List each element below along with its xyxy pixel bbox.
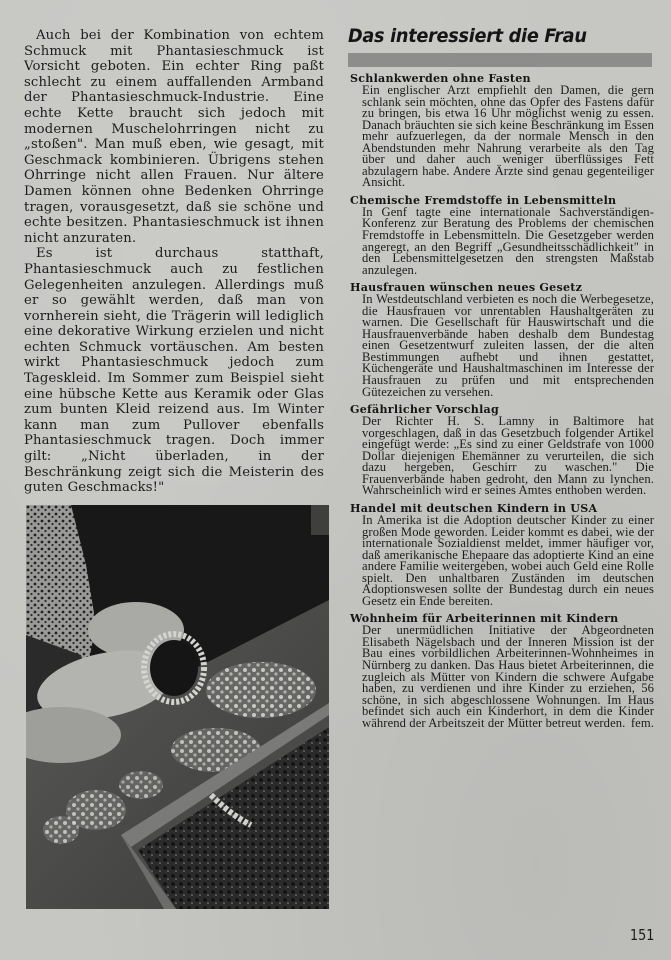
news-heading: Chemische Fremdstoffe in Lebensmitteln [350,193,617,207]
news-item [348,281,654,398]
news-body: In Genf tagte eine internationale Sachverständigen-Konferenz zur Beratung des Problems der chemischen Fremdstoffe in Lebensmitteln. Die Gesetzgeber werden angeregt, an den Begriff „Gesundheitsschädlichkeit" in den Lebensmittelgesetzen den strengsten Maßstab anzulegen. [362,204,654,277]
news-body: Ein englischer Arzt empfiehlt den Damen, die gern schlank sein möchten, ohne das Opfer des Fastens dafür zu bringen, bis etwa 16 Uhr möglichst wenig zu essen. Danach bräuchten sie sich keine Beschränkung im Essen mehr aufzuerlegen, da der normale Mensch in den Abendstunden mehr Nahrung verarbeite als den Tag über und daher auch weniger überflüssiges Fett abzulagern habe. Andere Ärzte sind genau gegenteiliger Ansicht. [362,83,654,190]
news-column [348,24,654,729]
news-body-text: Der unermüdlichen Initiative der Abgeordneten Elisabeth Nägelsbach und der Inneren Mission ist der Bau eines vorbildlichen Arbeiterinnen-Wohnheimes in Nürnberg zu danken. Das Haus bietet Arbeiterinnen, die zugleich als Mütter von Kindern die schwere Aufgabe haben, zu verdienen und ihre Kinder zu erziehen, 56 schöne, in sich abgeschlossene Wohnungen. Im Haus befindet sich auch ein Kinderhort, in dem die Kinder während der Arbeitszeit der Mütter betreut werden. [362,623,654,730]
jewelry-photo-illustration [26,505,329,909]
news-body-with-signature [348,625,654,729]
news-item [348,194,654,276]
news-heading: Gefährlicher Vorschlag [350,403,499,417]
news-body: In Amerika ist die Adoption deutscher Kinder zu einer großen Mode geworden. Leider kommt es dabei, wie der internationale Sozialdienst meldet, immer häufiger vor, daß amerikanische Ehepaare das adoptierte Kind an eine andere Familie weitergeben, wobei auch Geld eine Rolle spielt. Den unhaltbaren Zuständen im deutschen Adoptionswesen sollte der Bundestag durch ein neues Gesetz ein Ende bereiten. [362,512,654,608]
news-heading: Hausfrauen wünschen neues Gesetz [350,281,583,295]
section-title: Das interessiert die Frau [348,25,587,47]
title-divider-bar [348,53,652,67]
news-heading: Handel mit deutschen Kindern in USA [350,501,598,515]
article-paragraph: Es ist durchaus statthaft, Phantasieschmuck auch zu festlichen Gelegenheiten anzulegen. Allerdings muß er so gewählt werden, daß man von vornherein sieht, die Trägerin will lediglich eine dekorative Wirkung erzielen und nicht echten Schmuck vortäuschen. Am besten wirkt Phantasieschmuck jedoch zum Tageskleid. Im Sommer zum Beispiel sieht eine hübsche Kette aus Keramik oder Glas zum bunten Kleid reizend aus. Im Winter kann man zum Pullover ebenfalls Phantasieschmuck tragen. Doch immer gilt: „Nicht überladen, in der Beschränkung zeigt sich die Meisterin des guten Geschmacks!" [24,246,324,496]
page-number: 151 [630,926,655,944]
news-item [348,612,654,729]
news-body: In Westdeutschland verbieten es noch die Werbegesetze, die Hausfrauen vor unrentablen Haushaltgeräten zu warnen. Die Gesellschaft für Hauswirtschaft und die Hausfrauenverbände haben deshalb dem Bundestag einen Gesetzentwurf zuleiten lassen, der die alten Bestimmungen aufhebt und ihnen gestattet, Küchengeräte und Haushaltmaschinen im Interesse der Hausfrauen zu prüfen und mit entsprechenden Gütezeichen zu versehen. [362,292,654,399]
news-item [348,72,654,189]
news-body: Der Richter H. S. Lamny in Baltimore hat vorgeschlagen, daß in das Gesetzbuch folgender Artikel eingefügt werde: „Es sind zu einer Geldstrafe von 1000 Dollar diejenigen Ehemänner zu verurteilen, die sich dazu hergeben, Geschirr zu waschen." Die Frauenverbände haben gedroht, den Mann zu lynchen. Wahrscheinlich wird er seines Amtes enthoben werden. [362,414,654,498]
news-item [348,502,654,607]
news-heading: Schlankwerden ohne Fasten [350,72,531,85]
author-signature: fem. [630,715,654,730]
news-heading: Wohnheim für Arbeiterinnen mit Kindern [350,612,619,626]
article-continuation [24,28,324,496]
jewelry-photo [26,505,329,909]
article-paragraph: Auch bei der Kombination von echtem Schmuck mit Phantasieschmuck ist Vorsicht geboten. Ein echter Ring paßt schlecht zu einem auffallenden Armband der Phantasieschmuck-Industrie. Eine echte Kette braucht sich jedoch mit modernen Muschelohrringen nicht zu „stoßen". Man muß eben, wie gesagt, mit Geschmack kombinieren. Übrigens stehen Ohrringe nicht allen Frauen. Nur ältere Damen können ohne Bedenken Ohrringe tragen, vorausgesetzt, daß sie schöne und echte besitzen. Phantasieschmuck ist ihnen nicht anzuraten. [24,28,324,246]
news-item [348,403,654,497]
